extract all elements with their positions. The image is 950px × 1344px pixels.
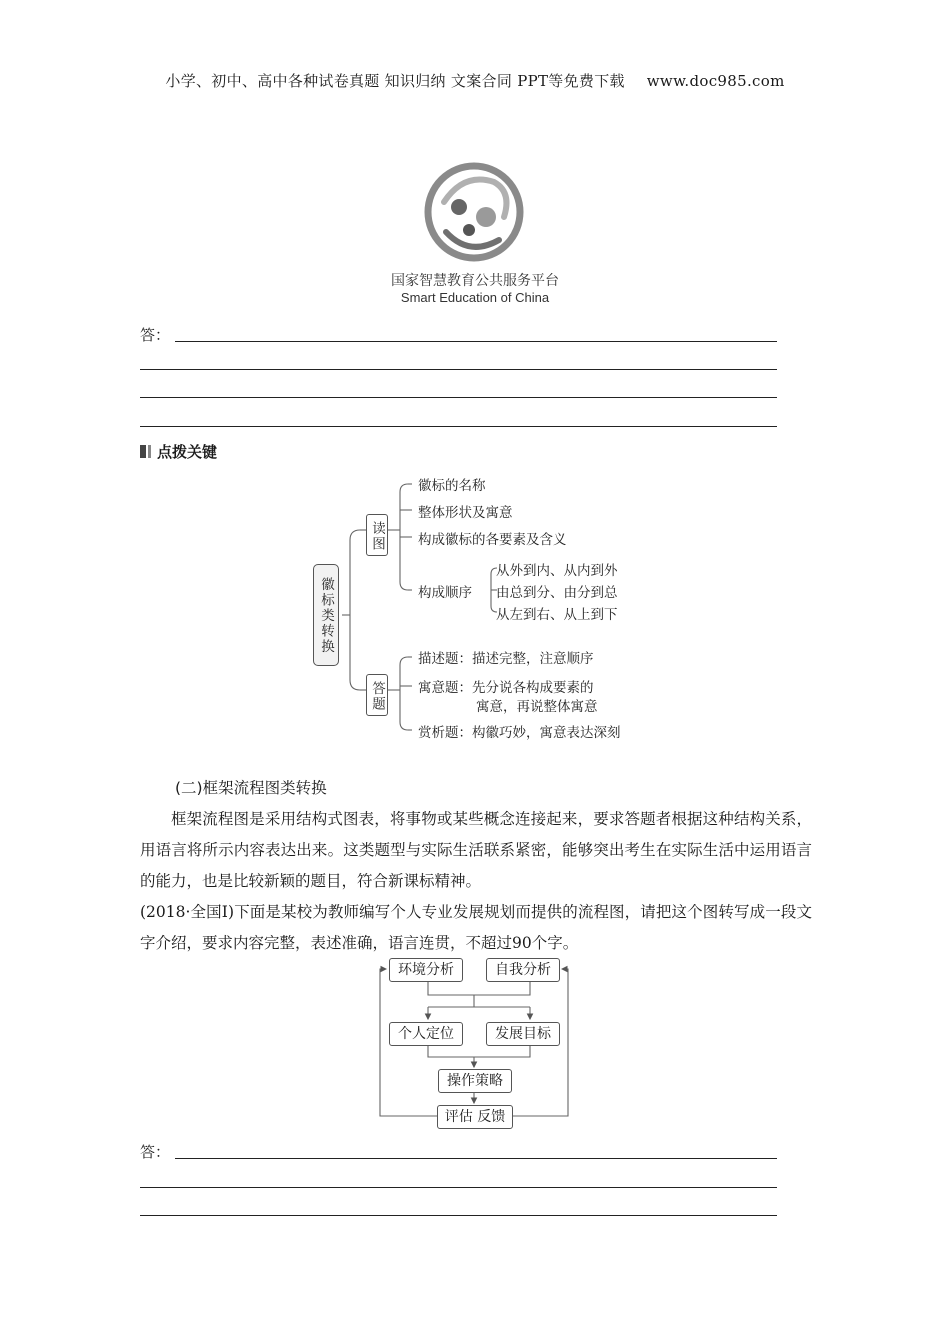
section-title-text: 点拨关键 (157, 443, 218, 461)
flow-strategy: 操作策略 (438, 1069, 512, 1093)
header-text: 小学、初中、高中各种试卷真题 知识归纳 文案合同 PPT等免费下载 (165, 72, 625, 90)
mindmap-item: 构成顺序 (418, 585, 472, 601)
mindmap-item: 构成徽标的各要素及含义 (418, 532, 567, 548)
flow-self-analysis: 自我分析 (486, 958, 560, 982)
answer-line[interactable] (140, 369, 777, 370)
mindmap-item: 寓意，再说整体寓意 (476, 699, 598, 715)
mindmap-item: 赏析题：构徽巧妙，寓意表达深刻 (418, 725, 621, 741)
flow-env-analysis: 环境分析 (389, 958, 463, 982)
mindmap-branch-answer: 答题 (366, 674, 388, 716)
logo-caption-cn: 国家智慧教育公共服务平台 (391, 273, 559, 289)
logo-caption-en: Smart Education of China (400, 290, 550, 305)
flow-development-goal: 发展目标 (486, 1022, 560, 1046)
mindmap-item: 描述题：描述完整，注意顺序 (418, 651, 594, 667)
question-text: (2018·全国Ⅰ)下面是某校为教师编写个人专业发展规划而提供的流程图，请把这个图转写成一段文字介绍，要求内容完整，表述准确，语言连贯，不超过90个字。 (140, 903, 812, 952)
answer-line[interactable] (175, 341, 777, 342)
mindmap-item: 徽标的名称 (418, 478, 486, 494)
answer-line[interactable] (140, 1215, 777, 1216)
section2-paragraph: 框架流程图是采用结构式图表，将事物或某些概念连接起来，要求答题者根据这种结构关系，用语言将所示内容表达出来。这类题型与实际生活联系紧密，能够突出考生在实际生活中运用语言的能力，也是比较新颖的题目，符合新课标精神。 (140, 810, 812, 890)
header-url[interactable]: www.doc985.com (646, 72, 785, 90)
section-title (140, 441, 217, 462)
answer-line[interactable] (175, 1158, 777, 1159)
mindmap-root: 徽标类转换 (313, 564, 339, 666)
section-marker-icon (140, 445, 146, 458)
mindmap-order-item: 从左到右、从上到下 (496, 607, 618, 623)
mindmap-item: 整体形状及寓意 (418, 505, 513, 521)
section2-heading: (二)框架流程图类转换 (175, 779, 327, 797)
answer-line[interactable] (140, 1187, 777, 1188)
mindmap-order-item: 由总到分、由分到总 (496, 585, 618, 601)
mindmap-item: 寓意题：先分说各构成要素的 (418, 680, 594, 696)
page-header (0, 70, 950, 91)
flow-personal-position: 个人定位 (389, 1022, 463, 1046)
mindmap-branch-read: 读图 (366, 514, 388, 556)
answer-line[interactable] (140, 426, 777, 427)
answer-label-2: 答： (140, 1143, 171, 1161)
answer-line[interactable] (140, 397, 777, 398)
answer-label-1: 答： (140, 326, 171, 344)
flow-feedback: 评估 反馈 (437, 1105, 513, 1129)
smart-education-logo (424, 162, 524, 262)
mindmap-order-item: 从外到内、从内到外 (496, 563, 618, 579)
